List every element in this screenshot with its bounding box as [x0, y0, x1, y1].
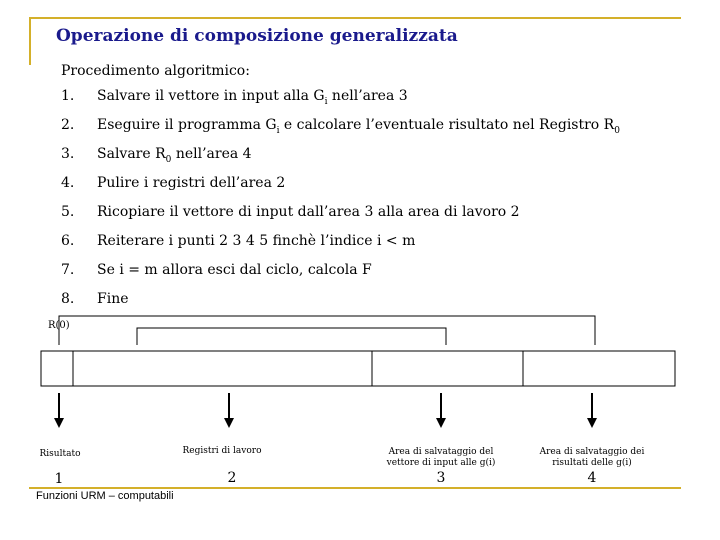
- step-subscript: i: [324, 96, 328, 107]
- area-label-1: Risultato: [39, 449, 81, 459]
- step-text: Se i = m allora esci dal ciclo, calcola F: [97, 262, 372, 278]
- step-subscript: 0: [614, 125, 620, 136]
- step-number: 2.: [61, 117, 75, 133]
- register-strip: [41, 351, 675, 386]
- step-number: 7.: [61, 262, 75, 278]
- area-number-4: 4: [587, 470, 597, 486]
- area-label-2: Registri di lavoro: [182, 446, 262, 456]
- step-text-part: e calcolare l’eventuale risultato nel Registro R: [279, 117, 615, 133]
- step-subscript: i: [276, 125, 280, 136]
- intro-text: Procedimento algoritmico:: [61, 63, 250, 79]
- step-text: Pulire i registri dell’area 2: [97, 175, 286, 191]
- area-number-1: 1: [54, 471, 64, 487]
- arrow-head-3: [436, 418, 446, 428]
- step-number: 3.: [61, 146, 75, 162]
- slide-title: Operazione di composizione generalizzata: [56, 26, 458, 46]
- arrow-head-4: [587, 418, 597, 428]
- step-number: 4.: [61, 175, 75, 191]
- r0-label: R(0): [48, 320, 70, 331]
- arrow-head-1: [54, 418, 64, 428]
- step-text: Reiterare i punti 2 3 4 5 finchè l’indice i < m: [97, 233, 416, 249]
- step-text: Fine: [97, 291, 129, 307]
- step-text-part: Salvare il vettore in input alla G: [97, 88, 325, 104]
- step-number: 8.: [61, 291, 75, 307]
- arrow-head-2: [224, 418, 234, 428]
- bracket-all-areas: [59, 316, 595, 345]
- step-text-part: nell’area 4: [171, 146, 252, 162]
- step-subscript: 0: [165, 154, 172, 165]
- area-label-4: Area di salvataggio dei risultati delle g(i): [539, 447, 645, 468]
- step-text-part: Salvare R: [97, 146, 166, 162]
- step-text-part: nell’area 3: [327, 88, 408, 104]
- step-text-part: Eseguire il programma G: [97, 117, 277, 133]
- area-number-2: 2: [227, 470, 237, 486]
- step-text: Ricopiare il vettore di input dall’area 3 alla area di lavoro 2: [97, 204, 520, 220]
- footer-text: Funzioni URM – computabili: [36, 490, 174, 502]
- area-number-3: 3: [436, 470, 446, 486]
- bracket-areas-2-3: [137, 328, 446, 345]
- area-label-3: Area di salvataggio del vettore di input alle g(i): [386, 447, 496, 468]
- step-number: 5.: [61, 204, 75, 220]
- step-number: 6.: [61, 233, 75, 249]
- step-number: 1.: [61, 88, 75, 104]
